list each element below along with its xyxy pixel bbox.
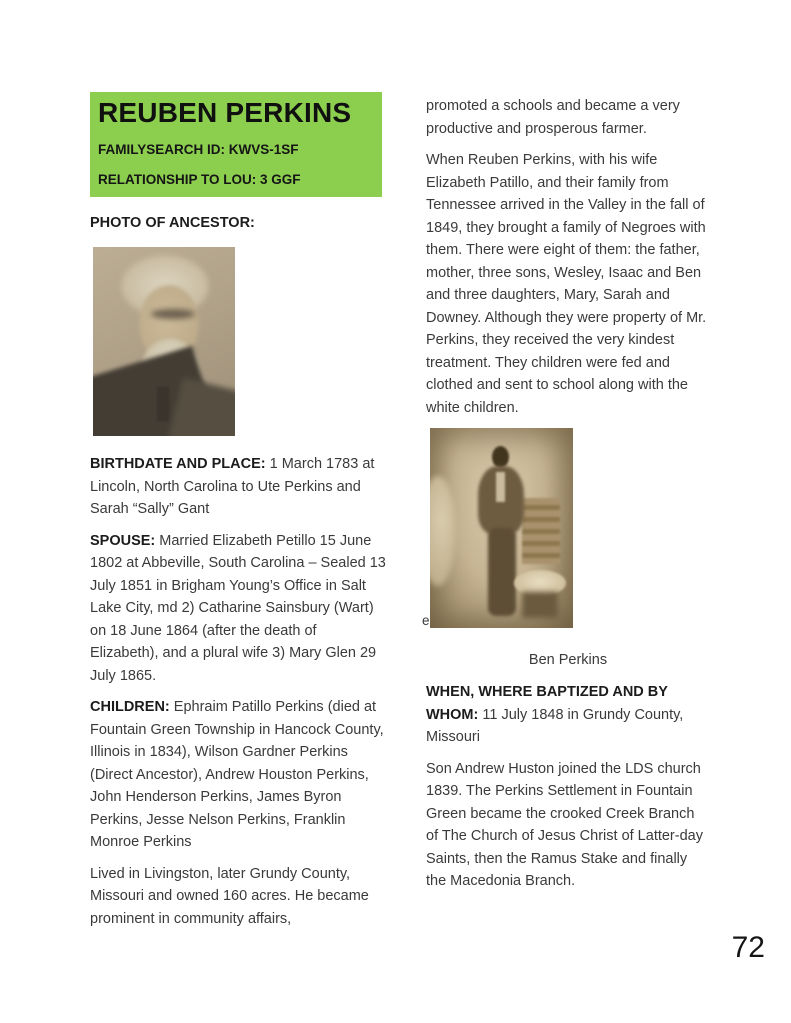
ancestor-photo-brow (151, 309, 195, 319)
paragraph-lived (90, 863, 386, 931)
paragraph-text: Married Elizabeth Petillo 15 June 1802 at Abbeville, South Carolina – Sealed 13 July 1851 in Brigham Young’s Office in Salt Lake City, md 2) Catharine Sainsbury (Wart) on 18 June 1864 (after the death of Elizabeth), and a plural wife 3) Mary Glen 29 July 1865. (90, 532, 386, 684)
ben-photo-head (492, 446, 509, 468)
right-column (422, 95, 710, 902)
ancestor-photo-tie (157, 387, 169, 421)
left-column (90, 92, 386, 939)
paragraph-text: 1 March 1783 at Lincoln, North Carolina to Ute Perkins and Sarah “Sally” Gant (90, 456, 375, 517)
paragraph-children (90, 696, 386, 854)
paragraph-label: CHILDREN: (90, 699, 170, 715)
page-number: 72 (731, 931, 765, 964)
ben-photo-legs (488, 528, 516, 616)
ancestor-photo (93, 247, 235, 436)
paragraph-birthdate (90, 453, 386, 521)
familysearch-id: FAMILYSEARCH ID: KWVS-1SF (98, 142, 299, 157)
ancestor-header-box (90, 92, 382, 197)
photo-of-ancestor-label: PHOTO OF ANCESTOR: (90, 215, 255, 231)
page-title: REUBEN PERKINS (98, 97, 352, 128)
paragraph-text: 11 July 1848 in Grundy County, Missouri (426, 706, 684, 745)
paragraph-label: WHEN, WHERE BAPTIZED AND BY WHOM: (426, 684, 668, 723)
stray-character: e (422, 613, 430, 628)
ben-photo-stool-legs (522, 592, 558, 618)
ben-photo-chair (522, 498, 560, 564)
paragraph-label: SPOUSE: (90, 532, 156, 549)
paragraph-spouse (90, 530, 386, 688)
paragraph-text: promoted a schools and became a very productive and prosperous farmer. (426, 98, 680, 137)
ben-photo-shirt (496, 472, 505, 502)
ben-photo-curtain (430, 476, 456, 586)
paragraph-baptized (426, 681, 710, 749)
paragraph-huston (426, 758, 710, 893)
paragraph-text: Son Andrew Huston joined the LDS church 1839. The Perkins Settlement in Fountain Green became the crooked Creek Branch of The Church of Jesus Christ of Latter-day Saints, then the Ramus Stake and finally the Macedonia Branch. (426, 760, 703, 889)
photo-caption: Ben Perkins (528, 652, 608, 668)
ben-perkins-photo-wrap (422, 428, 573, 628)
paragraph-family-story (426, 149, 710, 419)
paragraph-text: Lived in Livingston, later Grundy County, Missouri and owned 160 acres. He became prominent in community affairs, (90, 865, 369, 927)
paragraph-text: When Reuben Perkins, with his wife Elizabeth Patillo, and their family from Tennessee arrived in the Valley in the fall of 1849, they brought a family of Negroes with them. There were eight of them: the father, mother, three sons, Wesley, Isaac and Ben and three daughters, Mary, Sarah and Downey. Although they were property of Mr. Perkins, they received the very kindest treatment. They children were fed and clothed and sent to school along with the white children. (426, 152, 707, 416)
relationship-to-lou: RELATIONSHIP TO LOU: 3 GGF (98, 172, 301, 187)
paragraph-label: BIRTHDATE AND PLACE: (90, 456, 266, 472)
paragraph-promoted (426, 95, 710, 140)
paragraph-text: Ephraim Patillo Perkins (died at Fountain Green Township in Hancock County, Illinois in 1834), Wilson Gardner Perkins (Direct Ancestor), Andrew Houston Perkins, John Henderson Perkins, James Byron Perkins, Jesse Nelson Perkins, Franklin Monroe Perkins (90, 699, 384, 850)
ben-perkins-photo (430, 428, 573, 628)
